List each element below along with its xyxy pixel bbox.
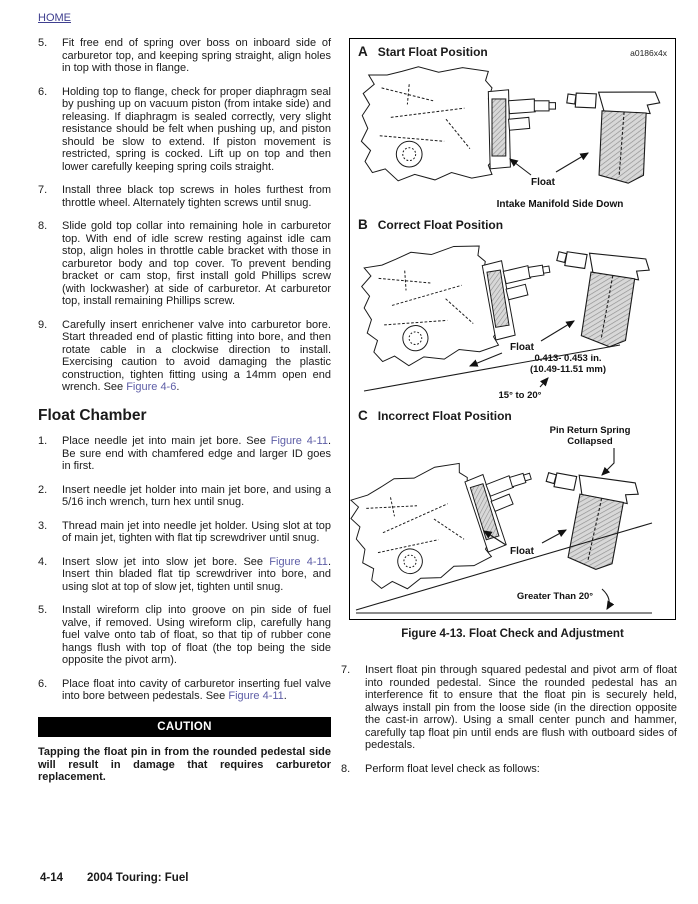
left-column	[38, 37, 331, 784]
angle-label: 15° to 20°	[498, 390, 542, 401]
carburetor-body	[361, 66, 555, 180]
figure-panel-b-header	[350, 212, 675, 232]
figure-code: a0186x4x	[630, 48, 667, 58]
step-number: 5.	[38, 37, 48, 49]
dimension-label: (10.49-11.51 mm)	[529, 364, 607, 375]
instruction-step	[38, 184, 331, 209]
figure-reference-link[interactable]: Figure 4-11	[270, 435, 328, 447]
carburetor-drawing-b	[350, 231, 674, 403]
float-assembly	[540, 238, 652, 351]
intake-manifold-note: Intake Manifold Side Down	[496, 198, 624, 210]
page-footer	[40, 872, 188, 884]
pin-return-spring-label: Pin Return Spring	[549, 424, 631, 436]
instruction-step	[341, 763, 677, 776]
angle-label: Greater Than 20°	[516, 590, 594, 602]
step-text: Place float into cavity of carburetor inserting fuel valve into bore between pedestals. See Figure 4-11.	[62, 677, 331, 702]
pin-return-spring-label: Collapsed	[567, 435, 613, 447]
step-number: 8.	[38, 220, 48, 232]
panel-letter: B	[358, 216, 368, 232]
figure-reference-link[interactable]: Figure 4-11	[269, 555, 328, 568]
step-text: Insert float pin through squared pedestal and pivot arm of float into rounded pedestal. Since the rounded pedestal has an interference fit to ensure that the float pin is securely held, always install pin from the loose side (in the direction opposite the cast-in arrow). Using a small center punch and hammer, carefully tap float pin until ends are flush with outboard sides of pedestals.	[365, 664, 677, 751]
step-text: Insert slow jet into slow jet bore. See Figure 4-11. Insert thin bladed flat tip screwdriver into bore, and using slot at top of slow jet, tighten until snug.	[62, 555, 331, 593]
float-assembly	[557, 80, 661, 186]
footer-title: 2004 Touring: Fuel	[87, 872, 189, 884]
float-label: Float	[510, 342, 534, 353]
float-label: Float	[531, 176, 555, 188]
panel-letter: A	[358, 44, 368, 59]
step-text: Thread main jet into needle jet holder. Using slot at top of main jet, tighten with flat tip screwdriver until snug.	[62, 519, 331, 544]
panel-title: Correct Float Position	[377, 217, 504, 232]
figure-4-13-box	[349, 38, 676, 620]
step-text: Slide gold top collar into remaining hole in carburetor top. With end of idle screw resting against idle cam stop, align holes in throttle cable bracket with those in carburetor body and top cover. To prevent bending bracket or cam stop, first install gold Phillips screw (with lockwasher) at side of carburetor. At carburetor top, install remaining Phillips screw.	[62, 220, 331, 307]
float-label: Float	[510, 545, 534, 557]
instruction-step	[38, 220, 331, 308]
step-text: Holding top to flange, check for proper diaphragm seal by pushing up on vacuum piston (from intake side) and releasing. If diaphragm is sealed correctly, very slight resistance should be felt when pushing up, and piston should be slow to extend. If piston movement is restricted, spring is cocked. Lift up on top and then lower carefully keeping spring coils straight.	[62, 85, 331, 173]
instruction-step	[38, 520, 331, 545]
step-number: 2.	[38, 483, 48, 496]
home-link[interactable]: HOME	[38, 12, 71, 24]
step-number: 7.	[341, 664, 351, 676]
step-text: Carefully insert enrichener valve into carburetor bore. Start threaded end of plastic fitting into bore, and then rotate cable in a clockwise direction to install. Exercising caution to avoid damaging the plastic construction, tighten fitting using a 14mm open end wrench. See Figure 4-6.	[62, 318, 331, 393]
step-text: Place needle jet into main jet bore. See Figure 4-11. Be sure end with chamfered edge and larger ID goes in first.	[62, 435, 331, 472]
right-column	[341, 38, 677, 786]
caution-text: Tapping the float pin in from the rounded pedestal side will result in damage that requires carburetor replacement.	[38, 746, 331, 783]
carburetor-drawing-c	[350, 423, 674, 619]
step-number: 6.	[38, 677, 48, 690]
figure-panel-c-header	[350, 403, 675, 423]
step-number: 1.	[38, 435, 48, 447]
step-number: 8.	[341, 762, 351, 775]
panel-letter: C	[358, 408, 368, 423]
step-text: Insert needle jet holder into main jet bore, and using a 5/16 inch wrench, turn hex until snug.	[62, 483, 331, 508]
instruction-step	[38, 319, 331, 394]
section-heading-float-chamber: Float Chamber	[38, 406, 147, 424]
panel-title: Start Float Position	[377, 45, 488, 59]
step-text: Install wireform clip into groove on pin side of fuel valve, if removed. Using wireform clip, carefully hang fuel valve onto tab of float, so that tip of rubber cone hangs flush with top of float (the top being the side opposite the pivot arm).	[62, 604, 331, 666]
step-number: 9.	[38, 318, 48, 331]
instruction-step	[38, 604, 331, 667]
instruction-step	[38, 86, 331, 174]
step-text: Install three black top screws in holes furthest from throttle wheel. Alternately tighten screws until snug.	[62, 184, 331, 209]
step-number: 7.	[38, 184, 48, 196]
figure-reference-link[interactable]: Figure 4-6	[126, 381, 177, 393]
instruction-step	[38, 484, 331, 509]
step-text: Fit free end of spring over boss on inboard side of carburetor top, and keeping spring straight, align holes in top with those in flange.	[62, 37, 331, 74]
step-number: 4.	[38, 555, 48, 568]
instruction-step	[341, 664, 677, 752]
page-number: 4-14	[40, 872, 64, 884]
figure-caption: Figure 4-13. Float Check and Adjustment	[401, 627, 624, 640]
dimension-label: 0.413- 0.453 in.	[534, 353, 602, 364]
float-assembly	[527, 459, 641, 575]
instruction-step	[38, 556, 331, 594]
step-number: 3.	[38, 519, 48, 532]
right-steps	[341, 664, 677, 775]
carburetor-body	[350, 440, 551, 599]
instruction-step	[38, 435, 331, 473]
step-number: 6.	[38, 85, 48, 98]
instruction-step	[38, 37, 331, 75]
step-number: 5.	[38, 604, 48, 616]
carburetor-drawing-a	[350, 60, 674, 212]
figure-panel-a-header	[350, 39, 675, 60]
figure-reference-link[interactable]: Figure 4-11	[228, 690, 284, 702]
step-text: Perform float level check as follows:	[365, 762, 540, 775]
panel-title: Incorrect Float Position	[377, 409, 512, 423]
instruction-step	[38, 678, 331, 703]
caution-banner: CAUTION	[38, 717, 331, 738]
